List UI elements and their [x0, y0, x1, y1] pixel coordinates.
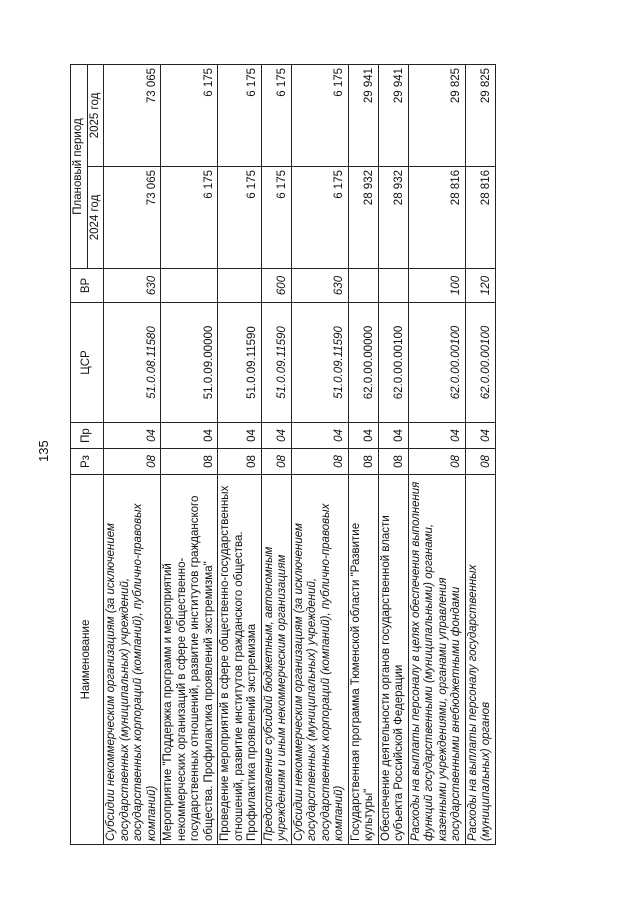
header-planned-period: Плановый период — [71, 64, 88, 268]
table-row — [261, 64, 291, 844]
budget-table — [70, 64, 496, 845]
table-row — [218, 64, 262, 844]
cell-pr: 04 — [378, 423, 408, 449]
cell-2025: 29 825 — [465, 64, 495, 166]
header-rz: Рз — [71, 449, 104, 475]
table-row — [465, 64, 495, 844]
cell-rz: 08 — [161, 449, 218, 475]
table-row — [348, 64, 378, 844]
cell-pr: 04 — [291, 423, 348, 449]
table-row — [104, 64, 161, 844]
header-2025: 2025 год — [87, 64, 104, 166]
cell-2025: 6 175 — [261, 64, 291, 166]
cell-pr: 04 — [348, 423, 378, 449]
cell-2025: 6 175 — [161, 64, 218, 166]
table-row — [408, 64, 465, 844]
cell-rz: 08 — [348, 449, 378, 475]
cell-name: Расходы на выплаты персоналу в целях обеспечения выполнения функций государственными (муниципальными) органами, казенными учреждениями, органами управления государственными внебюджетными фондами — [408, 475, 465, 845]
cell-rz: 08 — [408, 449, 465, 475]
cell-2024: 28 932 — [348, 167, 378, 269]
cell-csr: 51.0.08.11580 — [104, 303, 161, 423]
cell-name: Обеспечение деятельности органов государственной власти субъекта Российской Федерации — [378, 475, 408, 845]
cell-name: Проведение мероприятий в сфере общественно-государственных отношений, развитие институтов гражданского общества. Профилактика проявлений экстремизма — [218, 475, 262, 845]
cell-vr: 630 — [291, 269, 348, 303]
rotated-table-wrapper — [70, 65, 496, 845]
cell-rz: 08 — [104, 449, 161, 475]
header-2024: 2024 год — [87, 167, 104, 269]
cell-csr: 62.0.00.00000 — [348, 303, 378, 423]
cell-pr: 04 — [161, 423, 218, 449]
header-vr: ВР — [71, 269, 104, 303]
cell-2024: 6 175 — [161, 167, 218, 269]
table-row — [291, 64, 348, 844]
header-name: Наименование — [71, 475, 104, 845]
cell-csr: 51.0.09.00000 — [161, 303, 218, 423]
cell-pr: 04 — [261, 423, 291, 449]
cell-name: Государственная программа Тюменской области "Развитие культуры" — [348, 475, 378, 845]
cell-pr: 04 — [465, 423, 495, 449]
cell-vr — [218, 269, 262, 303]
header-csr: ЦСР — [71, 303, 104, 423]
header-pr: Пр — [71, 423, 104, 449]
cell-2024: 28 816 — [465, 167, 495, 269]
cell-2024: 28 816 — [408, 167, 465, 269]
cell-2025: 29 825 — [408, 64, 465, 166]
cell-vr: 120 — [465, 269, 495, 303]
cell-rz: 08 — [291, 449, 348, 475]
cell-rz: 08 — [218, 449, 262, 475]
cell-2024: 6 175 — [291, 167, 348, 269]
cell-name: Предоставление субсидий бюджетным, автономным учреждениям и иным некоммерческим организациям — [261, 475, 291, 845]
cell-name: Расходы на выплаты персоналу государственных (муниципальных) органов — [465, 475, 495, 845]
table-row — [161, 64, 218, 844]
cell-vr — [378, 269, 408, 303]
cell-2025: 6 175 — [291, 64, 348, 166]
cell-rz: 08 — [261, 449, 291, 475]
page-number: 135 — [36, 440, 51, 462]
cell-csr: 51.0.09.11590 — [261, 303, 291, 423]
cell-2024: 28 932 — [378, 167, 408, 269]
cell-name: Субсидии некоммерческим организациям (за исключением государственных (муниципальных) учреждений, государственных корпораций (компаний), публично-правовых компаний) — [291, 475, 348, 845]
cell-2025: 73 065 — [104, 64, 161, 166]
cell-rz: 08 — [378, 449, 408, 475]
cell-vr — [348, 269, 378, 303]
cell-name: Субсидии некоммерческим организациям (за исключением государственных (муниципальных) учреждений, государственных корпораций (компаний), публично-правовых компаний) — [104, 475, 161, 845]
cell-2025: 29 941 — [378, 64, 408, 166]
cell-2025: 6 175 — [218, 64, 262, 166]
cell-pr: 04 — [218, 423, 262, 449]
cell-csr: 51.0.09.11590 — [291, 303, 348, 423]
cell-2024: 6 175 — [261, 167, 291, 269]
cell-rz: 08 — [465, 449, 495, 475]
cell-2024: 6 175 — [218, 167, 262, 269]
cell-csr: 62.0.00.00100 — [408, 303, 465, 423]
cell-2024: 73 065 — [104, 167, 161, 269]
cell-csr: 62.0.00.00100 — [378, 303, 408, 423]
cell-pr: 04 — [104, 423, 161, 449]
cell-pr: 04 — [408, 423, 465, 449]
cell-2025: 29 941 — [348, 64, 378, 166]
cell-vr — [161, 269, 218, 303]
table-row — [378, 64, 408, 844]
table-body — [104, 64, 496, 844]
cell-vr: 630 — [104, 269, 161, 303]
cell-csr: 62.0.00.00100 — [465, 303, 495, 423]
cell-csr: 51.0.09.11590 — [218, 303, 262, 423]
cell-vr: 600 — [261, 269, 291, 303]
cell-vr: 100 — [408, 269, 465, 303]
cell-name: Мероприятие "Поддержка программ и мероприятий некоммерческих организаций в сфере общественно-государственных отношений, развитие институтов гражданского общества. Профилактика проявлений экстремизма" — [161, 475, 218, 845]
